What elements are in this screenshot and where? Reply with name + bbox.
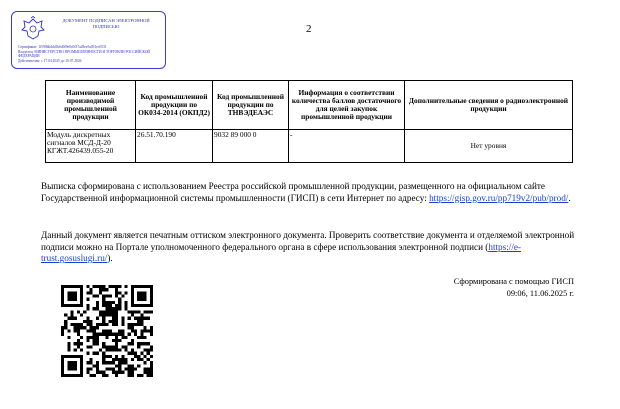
stamp-certificate: Сертификат: 1f590bbddd1b6d0f9e8c0f37a28ee5a031ec0531 bbox=[18, 45, 107, 49]
header-okpd2-code: Код промышленной продукции по ОК034-2014 (ОКПД2) bbox=[136, 81, 213, 130]
qr-code-icon bbox=[61, 285, 153, 377]
registry-statement bbox=[41, 181, 581, 204]
generated-datetime: 09:06, 11.06.2025 г. bbox=[506, 289, 574, 298]
cell-additional-info: Нет уровня bbox=[405, 130, 573, 163]
cell-okpd2-code: 26.51.70.190 bbox=[136, 130, 213, 163]
electronic-signature-stamp bbox=[11, 11, 166, 69]
stamp-validity: Действителен: с 17.04.2025 до 10.07.2026 bbox=[18, 58, 82, 63]
registry-statement-end: . bbox=[568, 192, 571, 203]
etrust-portal-link[interactable]: https://e-trust.gosuslugi.ru/ bbox=[41, 241, 522, 264]
cell-product-name: Модуль дискретных сигналов МСД-Д-20 КГЖТ.426439.055-20 bbox=[46, 130, 136, 163]
header-tnved-code: Код промышленной продукции по ТНВЭДЕАЭС bbox=[213, 81, 289, 130]
header-additional-info: Дополнительные сведения о радиоэлектронной продукции bbox=[405, 81, 573, 130]
generated-by-text: Сформирована с помощью ГИСП bbox=[453, 277, 574, 286]
table-row bbox=[46, 130, 573, 163]
cell-points-info: - bbox=[289, 130, 405, 163]
gisp-registry-link[interactable]: https://gisp.gov.ru/pp719v2/pub/prod/ bbox=[429, 192, 569, 203]
signature-check-end: ). bbox=[107, 253, 113, 264]
table-header-row bbox=[46, 81, 573, 130]
header-points-info: Информация о соответствии количества баллов достаточного для целей закупок промышленной продукции bbox=[289, 81, 405, 130]
page-number: 2 bbox=[306, 23, 312, 35]
product-table bbox=[45, 80, 573, 163]
header-product-name: Наименование производимой промышленной продукции bbox=[46, 81, 136, 130]
stamp-header: ДОКУМЕНТ ПОДПИСАН ЭЛЕКТРОННОЙ ПОДПИСЬЮ bbox=[62, 18, 150, 29]
stamp-owner: Владелец: МИНИСТЕРСТВО ПРОМЫШЛЕННОСТИ И ТОРГОВЛИ РОССИЙСКОЙ ФЕДЕРАЦИИ bbox=[18, 49, 151, 59]
cell-tnved-code: 9032 89 000 0 bbox=[213, 130, 289, 163]
registry-statement-text: Выписка сформирована с использованием Реестра российской промышленной продукции, размещенного на официальном сайте Государственной информационной системы промышленности (ГИСП) в сети Интернет по адресу: bbox=[41, 181, 545, 203]
coat-of-arms-icon bbox=[18, 16, 48, 42]
signature-check-statement bbox=[41, 230, 581, 265]
signature-check-text: Данный документ является печатным оттиском электронного документа. Проверить соответствие документа и отделяемой электронной подписи можно на Портале уполномоченного федерального органа в сфере использования электронной подписи ( bbox=[41, 230, 575, 252]
